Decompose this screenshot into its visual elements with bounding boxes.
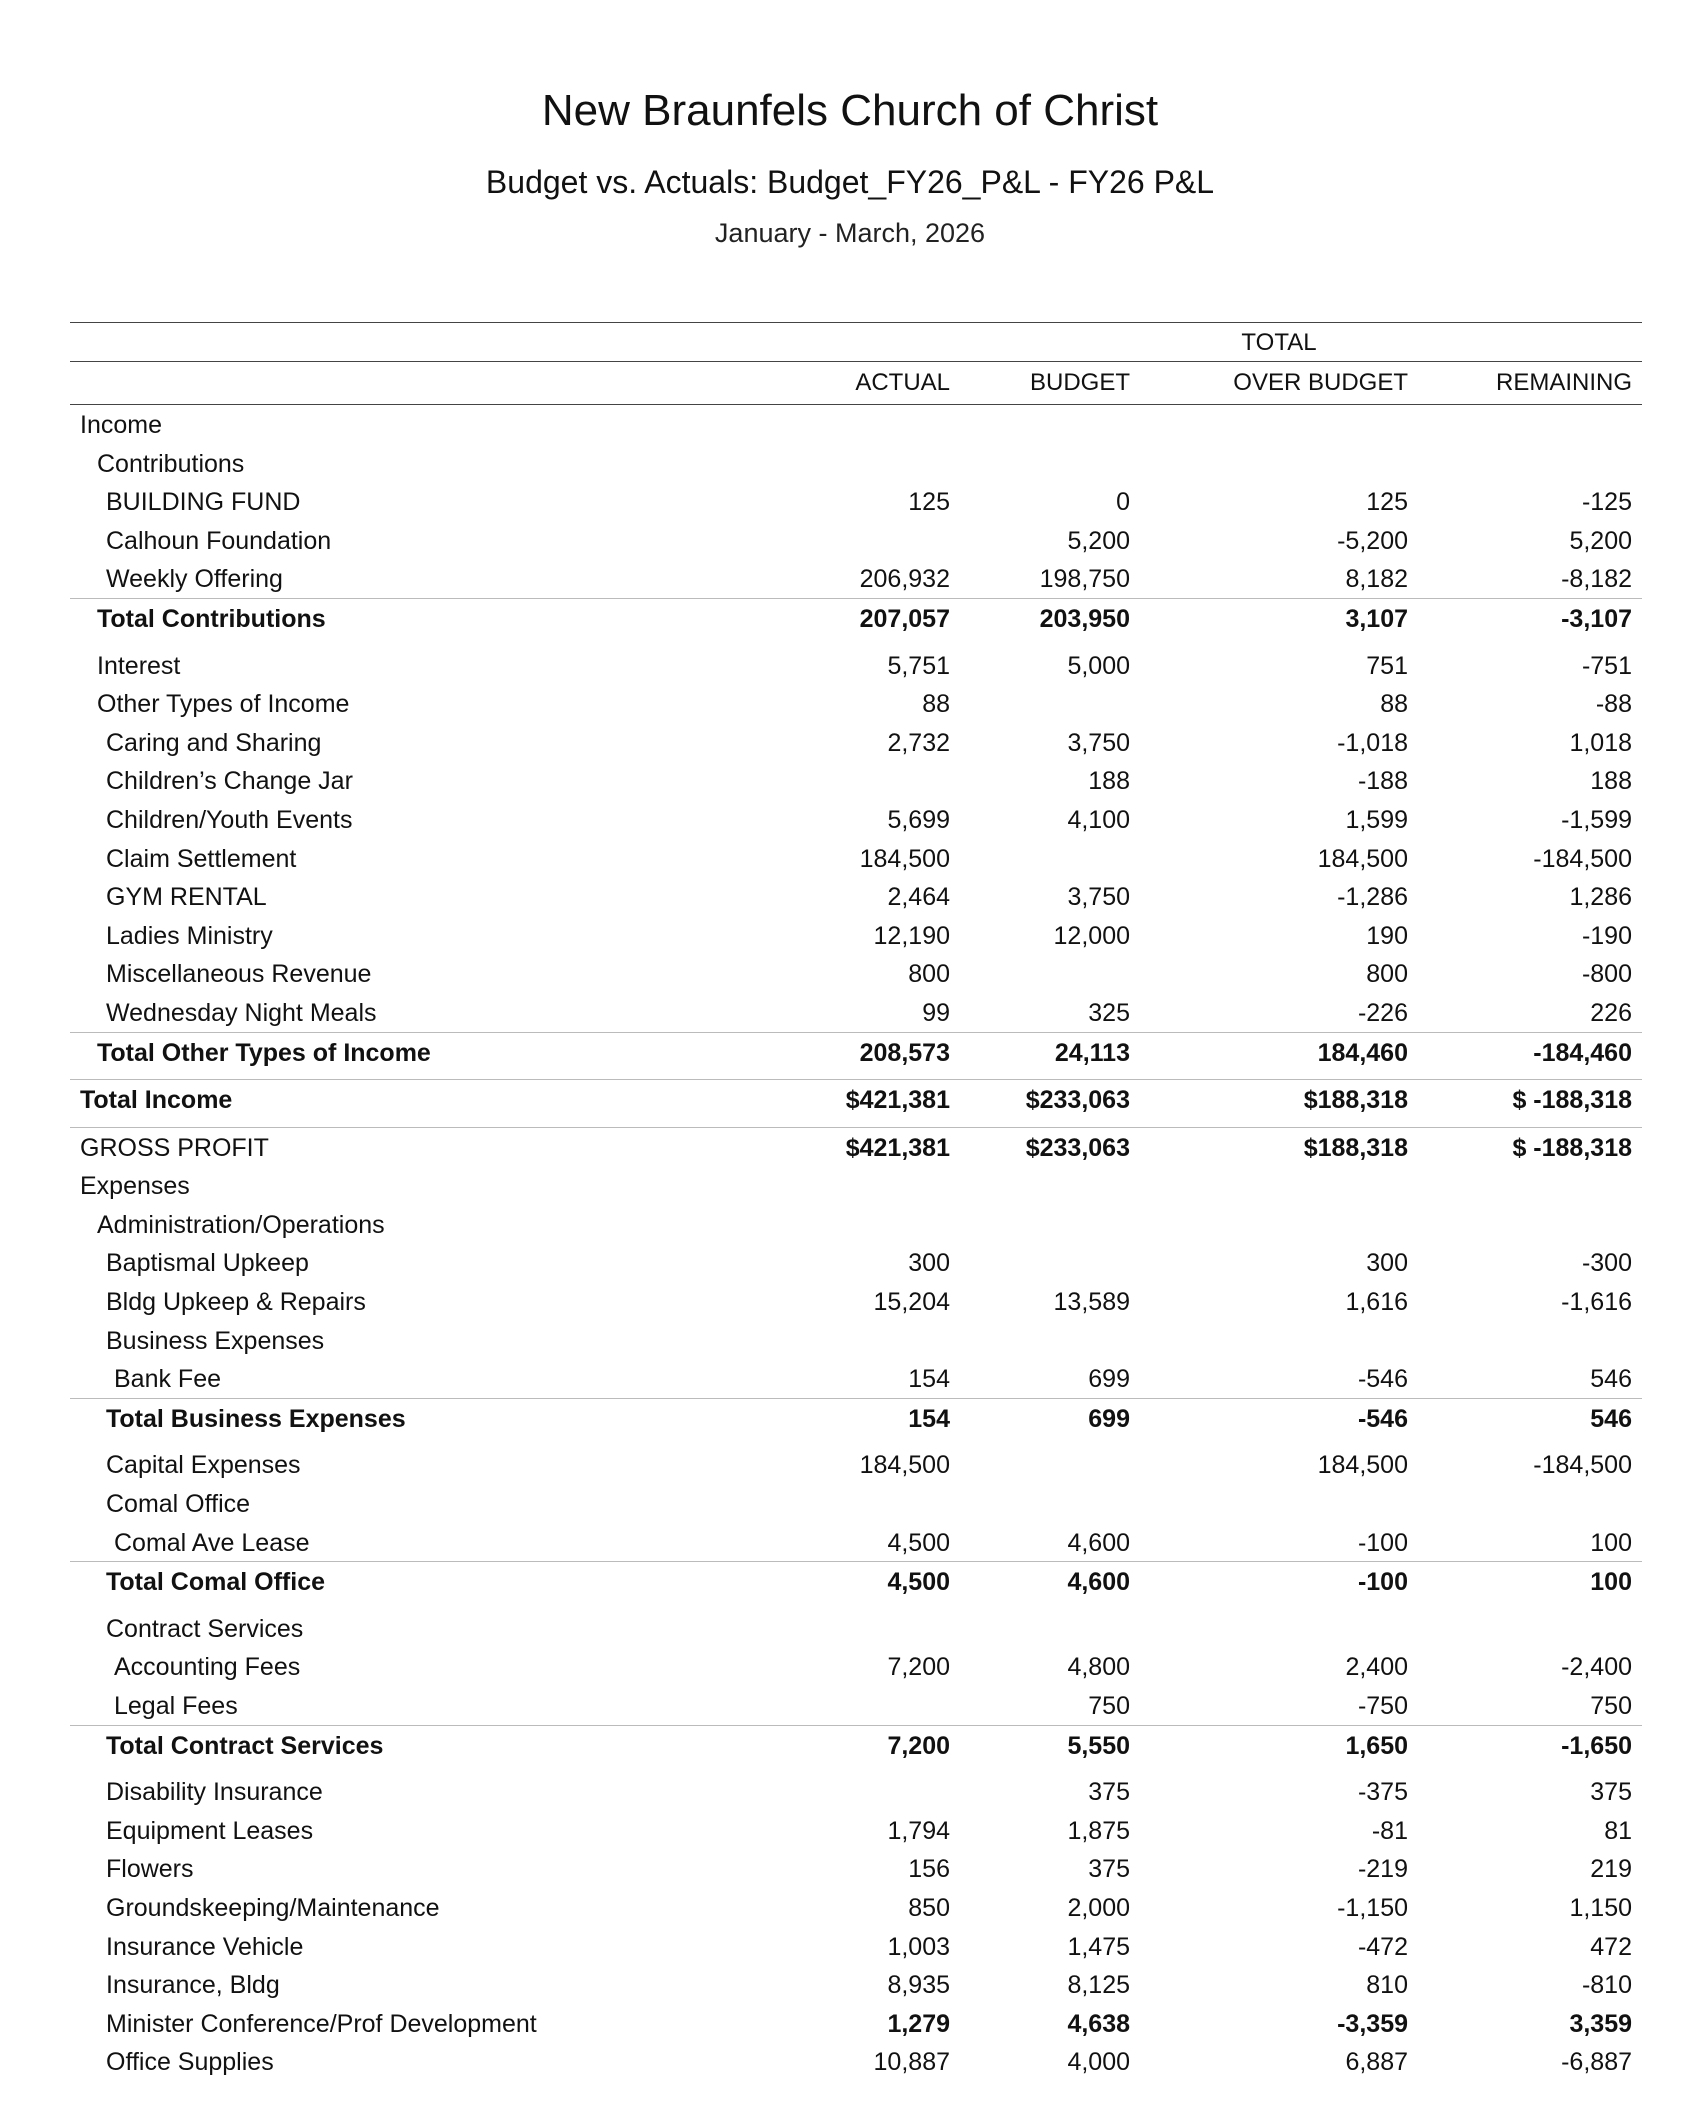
actual-value: 5,699 (887, 805, 950, 834)
row-label: Comal Office (106, 1490, 251, 1519)
over-budget-value: 184,460 (1317, 1038, 1408, 1067)
table-row (70, 2004, 1642, 2043)
actual-value: 1,003 (887, 1932, 950, 1961)
remaining-value: -8,182 (1561, 565, 1632, 594)
over-budget-value: 2,400 (1345, 1653, 1408, 1682)
budget-value: 699 (1088, 1404, 1130, 1433)
total-row (70, 1398, 1642, 1438)
row-label: Ladies Ministry (106, 921, 273, 950)
over-budget-value: -1,150 (1337, 1893, 1408, 1922)
row-label: Comal Ave Lease (114, 1528, 310, 1557)
over-budget-value: 6,887 (1345, 2048, 1408, 2077)
table-row (70, 1282, 1642, 1321)
budget-value: 13,589 (1053, 1288, 1130, 1317)
budget-value: 188 (1088, 767, 1130, 796)
remaining-value: -1,616 (1561, 1288, 1632, 1317)
row-label: Calhoun Foundation (106, 526, 332, 555)
table-row (70, 1927, 1642, 1966)
budget-value: 3,750 (1067, 883, 1130, 912)
row-spacer (70, 1437, 1642, 1445)
budget-value: 3,750 (1067, 728, 1130, 757)
actual-value: 125 (908, 488, 950, 517)
column-header-row (70, 362, 1642, 404)
remaining-value: -6,887 (1561, 2048, 1632, 2077)
row-label: Minister Conference/Prof Development (106, 2009, 537, 2038)
report-period: January - March, 2026 (714, 218, 986, 248)
actual-value: 156 (908, 1855, 950, 1884)
budget-value: 198,750 (1039, 565, 1130, 594)
row-label: Contract Services (106, 1614, 304, 1643)
row-label: Wednesday Night Meals (106, 998, 377, 1027)
remaining-value: 1,018 (1569, 728, 1632, 757)
actual-value: 184,500 (859, 1451, 950, 1480)
remaining-value: 100 (1590, 1568, 1632, 1597)
table-row (70, 761, 1642, 800)
budget-value: 375 (1088, 1855, 1130, 1884)
row-label: Children’s Change Jar (106, 767, 353, 796)
row-label: Bank Fee (114, 1365, 222, 1394)
over-budget-value: 184,500 (1317, 844, 1408, 873)
row-label: Groundskeeping/Maintenance (106, 1893, 440, 1922)
total-group-header (70, 323, 1642, 361)
remaining-value: $ -188,318 (1512, 1133, 1632, 1162)
table-row (70, 1321, 1642, 1360)
row-label: Total Contributions (97, 604, 326, 633)
remaining-value: -751 (1581, 651, 1632, 680)
over-budget-value: -100 (1357, 1528, 1408, 1557)
budget-value: 5,550 (1067, 1731, 1130, 1760)
remaining-value: 375 (1590, 1778, 1632, 1807)
budget-value: 4,800 (1067, 1653, 1130, 1682)
over-budget-value: $188,318 (1303, 1086, 1408, 1115)
actual-value: 800 (908, 960, 950, 989)
budget-value: $233,063 (1025, 1133, 1130, 1162)
remaining-value: 226 (1590, 998, 1632, 1027)
over-budget-value: 751 (1366, 651, 1408, 680)
actual-value: 206,932 (859, 565, 950, 594)
table-row (70, 1647, 1642, 1686)
budget-value: 4,600 (1067, 1528, 1130, 1557)
remaining-value: -184,500 (1533, 844, 1632, 873)
row-label: Flowers (106, 1855, 194, 1884)
row-label: Insurance Vehicle (106, 1932, 304, 1961)
table-body (70, 405, 1642, 2081)
over-budget-value: 1,616 (1345, 1288, 1408, 1317)
row-label: Interest (97, 651, 181, 680)
actual-value: 5,751 (887, 651, 950, 680)
table-row (70, 684, 1642, 723)
table-row (70, 954, 1642, 993)
row-label: Insurance, Bldg (106, 1971, 280, 2000)
over-budget-value: 88 (1380, 690, 1408, 719)
actual-value: 7,200 (887, 1653, 950, 1682)
actual-value: 88 (922, 690, 950, 719)
over-budget-value: 184,500 (1317, 1451, 1408, 1480)
row-label: Total Contract Services (106, 1731, 384, 1760)
total-row (70, 598, 1642, 638)
remaining-value: -1,650 (1561, 1731, 1632, 1760)
table-row (70, 1445, 1642, 1484)
remaining-value: $ -188,318 (1512, 1086, 1632, 1115)
remaining-value: 5,200 (1569, 526, 1632, 555)
actual-value: $421,381 (845, 1086, 950, 1115)
budget-value: 24,113 (1054, 1038, 1130, 1067)
col-over-budget-header: OVER BUDGET (1233, 369, 1408, 396)
row-label: Legal Fees (114, 1692, 238, 1720)
actual-value: 7,200 (887, 1731, 950, 1760)
budget-value: 750 (1088, 1692, 1130, 1720)
over-budget-value: 190 (1366, 921, 1408, 950)
budget-value: 699 (1088, 1365, 1130, 1394)
remaining-value: -184,500 (1533, 1451, 1632, 1480)
actual-value: $421,381 (845, 1133, 950, 1162)
over-budget-value: -750 (1357, 1692, 1408, 1720)
actual-value: 154 (908, 1404, 950, 1433)
row-label: Caring and Sharing (106, 728, 322, 757)
table-row (70, 1205, 1642, 1244)
budget-value: 375 (1088, 1778, 1130, 1807)
table-row (70, 1484, 1642, 1523)
row-label: Contributions (97, 449, 245, 478)
over-budget-value: -546 (1357, 1365, 1408, 1394)
table-row (70, 723, 1642, 762)
actual-value: 184,500 (859, 844, 950, 873)
row-label: Total Comal Office (106, 1568, 326, 1597)
budget-value: 4,000 (1067, 2048, 1130, 2077)
table-row (70, 800, 1642, 839)
remaining-value: -184,460 (1533, 1038, 1632, 1067)
table-row (70, 877, 1642, 916)
over-budget-value: -81 (1371, 1816, 1408, 1845)
over-budget-value: -3,359 (1337, 2009, 1408, 2038)
row-label: Income (80, 411, 162, 439)
over-budget-value: 3,107 (1345, 604, 1408, 633)
remaining-value: -800 (1581, 960, 1632, 989)
row-label: Business Expenses (106, 1326, 325, 1355)
budget-value: 5,000 (1067, 651, 1130, 680)
actual-value: 1,279 (887, 2009, 950, 2038)
remaining-value: 546 (1590, 1404, 1632, 1433)
remaining-value: -125 (1581, 488, 1632, 517)
table-row (70, 1811, 1642, 1850)
remaining-value: -300 (1581, 1249, 1632, 1278)
row-label: Weekly Offering (106, 565, 283, 594)
table-row (70, 1127, 1642, 1167)
budget-value: 5,200 (1067, 526, 1130, 555)
table-row (70, 1166, 1642, 1205)
remaining-value: 1,150 (1569, 1893, 1632, 1922)
table-row (70, 482, 1642, 521)
actual-value: 2,732 (887, 728, 950, 757)
remaining-value: 188 (1590, 767, 1632, 796)
table-row (70, 1965, 1642, 2004)
over-budget-value: -226 (1357, 998, 1408, 1027)
actual-value: 4,500 (887, 1568, 950, 1597)
budget-value: 1,875 (1067, 1816, 1130, 1845)
row-label: Disability Insurance (106, 1778, 323, 1807)
row-label: Office Supplies (106, 2048, 274, 2077)
row-label: Expenses (80, 1172, 190, 1201)
budget-value: 8,125 (1067, 1971, 1130, 2000)
remaining-value: -3,107 (1561, 604, 1632, 633)
budget-value: 4,100 (1067, 805, 1130, 834)
row-spacer (70, 1601, 1642, 1609)
over-budget-value: -1,286 (1337, 883, 1408, 912)
row-label: Claim Settlement (106, 844, 297, 873)
row-label: Baptismal Upkeep (106, 1249, 309, 1278)
organization-name: New Braunfels Church of Christ (541, 86, 1159, 135)
table-row (70, 559, 1642, 598)
budget-value: 0 (1116, 488, 1130, 517)
row-label: Total Other Types of Income (97, 1038, 431, 1067)
report-title: Budget vs. Actuals: Budget_FY26_P&L - FY26 P&L (485, 164, 1215, 200)
over-budget-value: 125 (1366, 488, 1408, 517)
row-label: Accounting Fees (114, 1653, 301, 1682)
remaining-value: 219 (1590, 1855, 1632, 1884)
actual-value: 99 (922, 998, 950, 1027)
actual-value: 850 (908, 1893, 950, 1922)
table-row (70, 993, 1642, 1032)
table-row (70, 1523, 1642, 1562)
budget-value: 325 (1088, 998, 1130, 1027)
table-row (70, 1359, 1642, 1398)
actual-value: 15,204 (873, 1288, 950, 1317)
table-row (70, 444, 1642, 483)
budget-value: $233,063 (1025, 1086, 1130, 1115)
total-row (70, 1561, 1642, 1601)
table-row (70, 521, 1642, 560)
remaining-value: -810 (1581, 1971, 1632, 2000)
over-budget-value: 810 (1366, 1971, 1408, 2000)
table-row (70, 1686, 1642, 1725)
actual-value: 154 (908, 1365, 950, 1394)
budget-value: 2,000 (1067, 1893, 1130, 1922)
row-label: GYM RENTAL (106, 883, 267, 912)
table-row (70, 1772, 1642, 1811)
col-budget-header: BUDGET (1029, 369, 1130, 396)
over-budget-value: 1,650 (1345, 1731, 1408, 1760)
row-label: Administration/Operations (97, 1210, 385, 1239)
over-budget-value: -100 (1357, 1568, 1408, 1597)
over-budget-value: -1,018 (1337, 728, 1408, 757)
budget-value: 1,475 (1067, 1932, 1130, 1961)
total-row (70, 1079, 1642, 1119)
over-budget-value: -375 (1357, 1778, 1408, 1807)
remaining-value: -2,400 (1561, 1653, 1632, 1682)
row-label: Bldg Upkeep & Repairs (106, 1288, 366, 1317)
budget-value: 4,638 (1067, 2009, 1130, 2038)
actual-value: 4,500 (887, 1528, 950, 1557)
over-budget-value: 300 (1366, 1249, 1408, 1278)
table-row (70, 1849, 1642, 1888)
budget-value: 12,000 (1053, 921, 1130, 950)
over-budget-value: $188,318 (1303, 1133, 1408, 1162)
row-label: BUILDING FUND (106, 488, 301, 517)
table-row (70, 2042, 1642, 2081)
row-label: Total Income (80, 1086, 233, 1115)
table-row (70, 1609, 1642, 1648)
remaining-value: -88 (1595, 690, 1632, 719)
over-budget-value: -472 (1357, 1932, 1408, 1961)
remaining-value: -1,599 (1561, 805, 1632, 834)
col-remaining-header: REMAINING (1495, 369, 1632, 396)
actual-value: 2,464 (887, 883, 950, 912)
total-row (70, 1032, 1642, 1072)
row-spacer (70, 1764, 1642, 1772)
row-label: Children/Youth Events (106, 805, 353, 834)
remaining-value: 1,286 (1569, 883, 1632, 912)
row-label: Total Business Expenses (106, 1404, 406, 1433)
remaining-value: 472 (1590, 1932, 1632, 1961)
remaining-value: 81 (1604, 1816, 1632, 1845)
row-label: GROSS PROFIT (80, 1133, 269, 1162)
row-spacer (70, 638, 1642, 646)
table-row (70, 916, 1642, 955)
total-row (70, 1725, 1642, 1765)
table-row (70, 405, 1642, 444)
remaining-value: 750 (1590, 1692, 1632, 1720)
actual-value: 208,573 (859, 1038, 950, 1067)
remaining-value: 546 (1590, 1365, 1632, 1394)
over-budget-value: -546 (1357, 1404, 1408, 1433)
actual-value: 8,935 (887, 1971, 950, 2000)
actual-value: 207,057 (859, 604, 950, 633)
table-row (70, 646, 1642, 685)
budget-value: 203,950 (1039, 604, 1130, 633)
over-budget-value: 800 (1366, 960, 1408, 989)
row-label: Miscellaneous Revenue (106, 960, 372, 989)
over-budget-value: -5,200 (1337, 526, 1408, 555)
over-budget-value: -188 (1357, 767, 1408, 796)
table-row (70, 1888, 1642, 1927)
remaining-value: 100 (1590, 1528, 1632, 1557)
row-label: Other Types of Income (97, 690, 350, 719)
actual-value: 300 (908, 1249, 950, 1278)
over-budget-value: 8,182 (1345, 565, 1408, 594)
over-budget-value: -219 (1357, 1855, 1408, 1884)
table-row (70, 1243, 1642, 1282)
actual-value: 10,887 (873, 2048, 950, 2077)
actual-value: 12,190 (873, 921, 950, 950)
table-row (70, 839, 1642, 878)
actual-value: 1,794 (887, 1816, 950, 1845)
remaining-value: -190 (1581, 921, 1632, 950)
remaining-value: 3,359 (1569, 2009, 1632, 2038)
row-label: Capital Expenses (106, 1451, 301, 1480)
col-actual-header: ACTUAL (855, 369, 950, 396)
row-label: Equipment Leases (106, 1816, 314, 1845)
budget-value: 4,600 (1067, 1568, 1130, 1597)
total-group-label: TOTAL (1241, 329, 1317, 356)
budget-vs-actuals-table (70, 322, 1642, 2081)
over-budget-value: 1,599 (1345, 805, 1408, 834)
